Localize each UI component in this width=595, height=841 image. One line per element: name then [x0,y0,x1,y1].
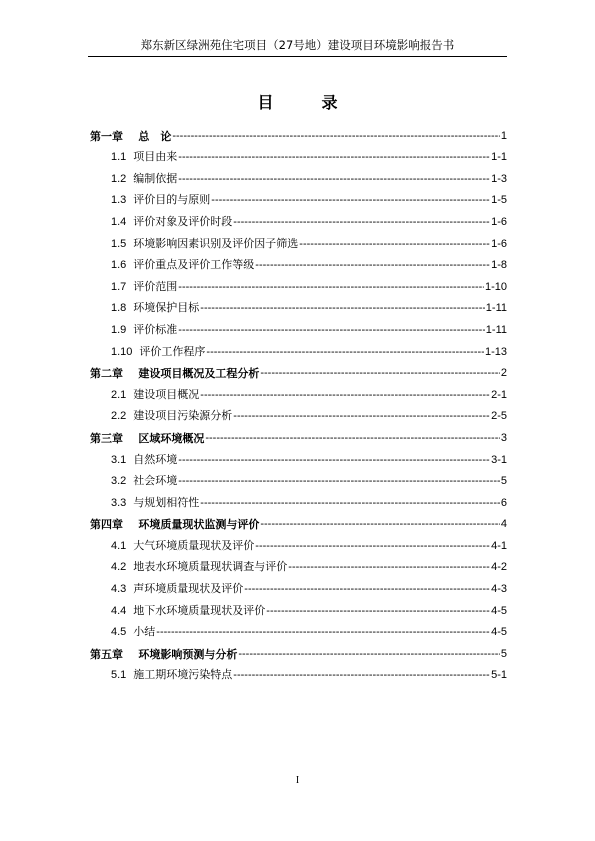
toc-entry-label: 总 论 [138,129,172,143]
toc-entry-heading [111,560,287,574]
toc-entry-number: 1.10 [111,345,133,358]
dot-leader [178,475,500,488]
toc-entry-number: 第二章 [90,367,123,381]
toc-entry-heading [111,258,254,272]
dot-leader [178,454,490,467]
toc-entry-heading [111,193,210,207]
dot-leader [255,259,490,272]
toc-entry-number: 3.1 [111,453,127,466]
toc-chapter-entry[interactable] [90,359,507,381]
toc-entry-label: 地下水环境质量现状及评价 [133,603,266,617]
toc-chapter-entry[interactable] [90,121,507,143]
toc-section-entry[interactable] [90,164,507,186]
toc-entry-number: 1.2 [111,172,127,185]
toc-entry-heading [111,539,254,553]
toc-entry-heading [111,150,177,164]
dot-leader [266,605,490,618]
toc-entry-label: 地表水环境质量现状调查与评价 [133,560,288,574]
toc-entry-label: 社会环境 [133,474,178,488]
toc-chapter-entry[interactable] [90,510,507,532]
dot-leader [178,151,490,164]
toc-entry-label: 编制依据 [133,171,178,185]
dot-leader [178,324,485,337]
dot-leader [238,648,500,661]
toc-title-char-1: 目 [257,93,274,112]
toc-entry-page: 1 [500,129,507,142]
toc-entry-page: 4-3 [491,583,507,596]
toc-entry-page: 1-8 [491,259,507,272]
toc-section-entry[interactable] [90,380,507,402]
toc-entry-page: 2 [500,367,507,380]
toc-entry-label: 区域环境概况 [138,431,205,445]
toc-entry-heading [111,604,265,618]
toc-entry-page: 1-1 [491,151,507,164]
toc-entry-heading [111,280,177,294]
toc-entry-heading [111,453,177,467]
toc-entry-label: 评价目的与原则 [133,193,211,207]
toc-entry-number: 3.2 [111,475,127,488]
toc-entry-number: 1.5 [111,237,127,250]
toc-entry-number: 1.3 [111,194,127,207]
dot-leader [206,346,484,359]
toc-section-entry[interactable] [90,488,507,510]
toc-entry-number: 第三章 [90,431,123,445]
dot-leader [233,410,490,423]
toc-entry-page: 3 [500,431,507,444]
toc-entry-number: 2.1 [111,388,127,401]
toc-title-char-2: 录 [321,93,338,112]
table-of-contents [90,121,507,682]
dot-leader [299,238,490,251]
toc-entry-heading [90,432,204,445]
toc-entry-page: 4-5 [491,626,507,639]
toc-section-entry[interactable] [90,596,507,618]
toc-section-entry[interactable] [90,445,507,467]
toc-entry-heading [111,323,177,337]
toc-chapter-entry[interactable] [90,639,507,661]
toc-entry-number: 1.7 [111,280,127,293]
toc-entry-label: 建设项目概况 [133,387,200,401]
toc-entry-number: 4.2 [111,561,127,574]
toc-section-entry[interactable] [90,661,507,683]
toc-entry-heading [111,215,232,229]
toc-section-entry[interactable] [90,618,507,640]
toc-entry-heading [90,367,259,380]
toc-entry-number: 3.3 [111,496,127,509]
toc-entry-number: 1.9 [111,323,127,336]
toc-entry-heading [111,301,199,315]
dot-leader [255,540,490,553]
toc-entry-page: 3-1 [491,453,507,466]
toc-section-entry[interactable] [90,143,507,165]
dot-leader [200,389,490,402]
toc-entry-number: 第五章 [90,647,123,661]
toc-entry-label: 与规划相符性 [133,495,200,509]
toc-entry-label: 施工期环境污染特点 [133,668,233,682]
toc-entry-label: 评价标准 [133,322,178,336]
toc-entry-number: 1.4 [111,215,127,228]
toc-entry-page: 1-3 [491,172,507,185]
toc-entry-number: 2.2 [111,410,127,423]
dot-leader [172,130,500,143]
toc-entry-number: 第四章 [90,518,123,532]
dot-leader [178,281,484,294]
toc-section-entry[interactable] [90,251,507,273]
toc-entry-page: 4-5 [491,604,507,617]
toc-section-entry[interactable] [90,315,507,337]
toc-chapter-entry[interactable] [90,423,507,445]
toc-entry-label: 评价对象及评价时段 [133,214,233,228]
dot-leader [205,432,500,445]
page-number: I [295,775,300,786]
dot-leader [288,561,490,574]
toc-entry-label: 环境质量现状监测与评价 [138,518,260,532]
dot-leader [200,497,500,510]
toc-entry-heading [90,130,171,143]
toc-entry-page: 4-2 [491,561,507,574]
toc-entry-page: 1-11 [485,323,507,336]
dot-leader [260,367,500,380]
toc-entry-page: 1-6 [491,215,507,228]
toc-entry-heading [90,518,259,531]
toc-entry-number: 4.1 [111,539,127,552]
running-header: 郑东新区绿洲苑住宅项目（27号地）建设项目环境影响报告书 [88,34,507,57]
toc-entry-number: 4.5 [111,626,127,639]
toc-entry-page: 4-1 [491,539,507,552]
toc-entry-page: 6 [500,496,507,509]
toc-entry-label: 评价范围 [133,279,178,293]
toc-section-entry[interactable] [90,553,507,575]
toc-entry-number: 1.1 [111,151,127,164]
toc-entry-page: 5 [500,647,507,660]
toc-section-entry[interactable] [90,294,507,316]
toc-entry-page: 1-13 [484,345,507,358]
dot-leader [260,518,500,531]
toc-section-entry[interactable] [90,574,507,596]
toc-entry-page: 1-5 [491,194,507,207]
toc-entry-heading [111,388,199,402]
toc-entry-page: 5-1 [491,669,507,682]
toc-entry-heading [111,237,298,251]
toc-entry-page: 2-1 [491,388,507,401]
dot-leader [200,302,485,315]
toc-entry-heading [111,409,232,423]
toc-entry-number: 第一章 [90,129,123,143]
dot-leader [244,583,490,596]
dot-leader [156,626,490,639]
toc-section-entry[interactable] [90,229,507,251]
toc-entry-heading [111,582,243,596]
toc-entry-label: 项目由来 [133,150,178,164]
toc-entry-page: 4 [500,518,507,531]
dot-leader [211,194,490,207]
dot-leader [233,216,490,229]
dot-leader [233,669,490,682]
toc-title [0,90,595,113]
toc-entry-label: 大气环境质量现状及评价 [133,538,255,552]
toc-entry-page: 2-5 [491,410,507,423]
toc-entry-label: 建设项目污染源分析 [133,409,233,423]
toc-entry-number: 4.3 [111,583,127,596]
toc-entry-heading [111,668,232,682]
toc-section-entry[interactable] [90,531,507,553]
toc-section-entry[interactable] [90,337,507,359]
toc-section-entry[interactable] [90,186,507,208]
toc-entry-heading [111,496,199,510]
dot-leader [178,173,490,186]
toc-entry-page: 1-6 [491,237,507,250]
toc-entry-heading [111,345,205,359]
toc-entry-number: 4.4 [111,604,127,617]
toc-entry-label: 小结 [133,625,156,639]
toc-entry-number: 5.1 [111,669,127,682]
toc-section-entry[interactable] [90,272,507,294]
toc-section-entry[interactable] [90,207,507,229]
toc-entry-label: 自然环境 [133,452,178,466]
toc-entry-label: 声环境质量现状及评价 [133,582,244,596]
toc-entry-label: 环境影响预测与分析 [138,647,238,661]
toc-entry-number: 1.6 [111,259,127,272]
toc-entry-label: 环境影响因素识别及评价因子筛选 [133,236,299,250]
toc-entry-heading [90,648,237,661]
toc-entry-label: 建设项目概况及工程分析 [138,367,260,381]
toc-section-entry[interactable] [90,467,507,489]
toc-entry-label: 评价重点及评价工作等级 [133,258,255,272]
toc-entry-page: 1-11 [485,302,507,315]
toc-entry-page: 1-10 [484,280,507,293]
toc-entry-heading [111,474,177,488]
toc-entry-page: 5 [500,475,507,488]
toc-entry-label: 环境保护目标 [133,301,200,315]
toc-entry-number: 1.8 [111,302,127,315]
toc-entry-heading [111,625,155,639]
toc-entry-heading [111,172,177,186]
toc-section-entry[interactable] [90,402,507,424]
toc-entry-label: 评价工作程序 [139,344,206,358]
